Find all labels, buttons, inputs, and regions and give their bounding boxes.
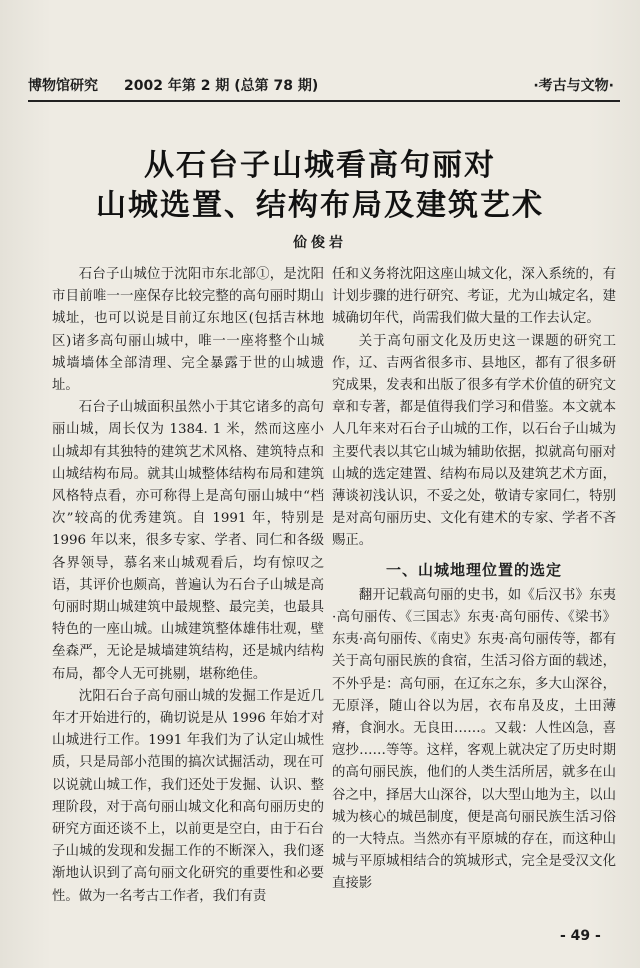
paragraph: 石台子山城位于沈阳市东北部①，是沈阳市目前唯一一座保存比较完整的高句丽时期山城址，也可以说是目前辽东地区(包括吉林地区)诸多高句丽山城中，唯一一座将整个山城城墙墙体全部清理、完全暴露于世的山城遗址。: [52, 267, 324, 394]
running-header: [28, 70, 624, 100]
page-number: - 49 -: [560, 928, 601, 944]
issue-info: 2002 年第 2 期 (总第 78 期): [124, 78, 319, 94]
journal-name: 博物馆研究: [28, 78, 98, 94]
paragraph-continued: 任和义务将沈阳这座山城文化，深入系统的，有计划步骤的进行研究、考证，尤为山城定名，建城确切年代，尚需我们做大量的工作去认定。: [332, 267, 616, 327]
right-column: [332, 264, 616, 896]
article-title-line-1: 从石台子山城看高句丽对: [144, 148, 496, 183]
column-name: ·考古与文物·: [533, 78, 614, 94]
paragraph: 翻开记载高句丽的史书，如《后汉书》东夷·高句丽传、《三国志》东夷·高句丽传、《梁书》东夷·高句丽传、《南史》东夷·高句丽传等，都有关于高句丽民族的食宿，生活习俗方面的载述，不外乎是：高句丽，在辽东之东，多大山深谷，无原泽，随山谷以为居，衣布帛及皮，土田薄瘠，食涧水。无良田……。又载：人性凶急，喜寇抄……等等。这样，客观上就决定了历史时期的高句丽民族，他们的人类生活所居，就多在山谷之中，择居大山深谷，以大型山地为主，以山城为核心的城邑制度，便是高句丽民族生活习俗的一大特点。当然亦有平原城的存在，而这种山城与平原城相结合的筑城形式，完全是受汉文化直接影: [332, 587, 616, 892]
header-rule: [28, 100, 620, 102]
left-column: [52, 264, 324, 908]
paragraph: 沈阳石台子高句丽山城的发掘工作是近几年才开始进行的，确切说是从 1996 年始才对山城进行工作。1991 年我们为了认定山城性质，只是局部小范围的搞次试掘活动，现在可以说就山城工作，我们还处于发掘、认识、整理阶段，对于高句丽山城文化和高句丽历史的研究方面还谈不上，以前更是空白，由于石台子山城的发现和发掘工作的不断深入，我们逐渐地认识到了高句丽文化研究的重要性和必要性。做为一名考古工作者，我们有责: [52, 688, 324, 904]
paragraph: 关于高句丽文化及历史这一课题的研究工作，辽、吉两省很多市、县地区，都有了很多研究成果，发表和出版了很多有学术价值的研究文章和专著，都是值得我们学习和借鉴。本文就本人几年来对石台子山城的工作，以石台子山城为主要代表以其它山城为辅助依据，拟就高句丽对山城的选定建置、结构布局以及建筑艺术方面，薄谈初浅认识，不妥之处，敬请专家同仁，特别是对高句丽历史、文化有建术的专家、学者不吝赐正。: [332, 333, 616, 549]
paragraph: 石台子山城面积虽然小于其它诸多的高句丽山城，周长仅为 1384. 1 米，然而这座小山城却有其独特的建筑艺术风格、建筑特点和山城结构布局。就其山城整体结构布局和建筑风格特点看，亦可称得上是高句丽山城中“档次”较高的优秀建筑。自 1991 年，特别是 1996 年以来，很多专家、学者、同仁和各级各界领导，慕名来山城观看后，均有惊叹之语，其评价也颇高，普遍认为石台子山城是高句丽时期山城建筑中最规整、最完美，也最具特色的一座山城。山城建筑整体雄伟壮观，壁垒森严，无论是城墙建筑结构，还是城内结构布局，都令人无可挑剔，堪称绝佳。: [52, 400, 324, 682]
article-title-line-2: 山城选置、结构布局及建筑艺术: [96, 188, 544, 223]
author-name: 佡俊岩: [293, 235, 347, 251]
section-heading: 一、山城地理位置的选定: [385, 560, 562, 579]
